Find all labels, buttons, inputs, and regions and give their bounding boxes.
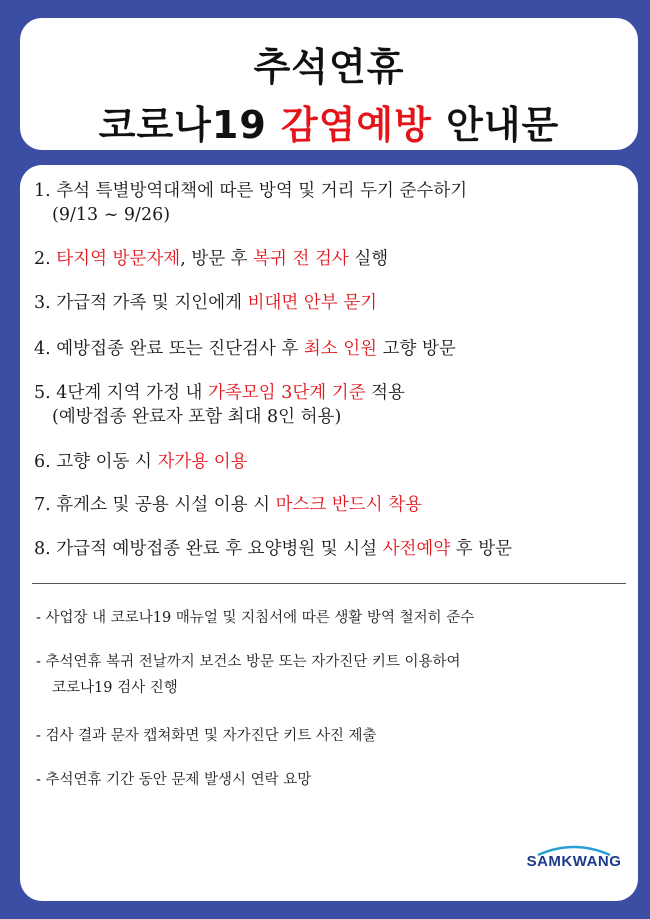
item-number: 6.: [34, 452, 51, 472]
item-subtext: (9/13 ~ 9/26): [52, 205, 171, 225]
note-item-1: [36, 605, 628, 631]
item-highlight: 가족모임 3단계 기준: [208, 383, 366, 403]
item-highlight: 최소 인원: [303, 339, 378, 359]
item-highlight-2: 복귀 전 검사: [253, 249, 349, 269]
item-number: 4.: [34, 339, 51, 359]
logo-text: SAMKWANG: [526, 853, 622, 870]
item-text-after: 후 방문: [450, 539, 513, 559]
guideline-item-7: [34, 493, 628, 517]
item-number: 5.: [34, 383, 51, 403]
item-highlight: 타지역 방문자제: [56, 249, 181, 269]
section-divider: [32, 583, 626, 584]
item-number: 2.: [34, 249, 51, 269]
title-line-2: [20, 94, 638, 149]
item-highlight: 비대면 안부 묻기: [247, 293, 378, 313]
item-text: 휴게소 및 공용 시설 이용 시: [56, 495, 276, 515]
item-highlight: 사전예약: [382, 539, 451, 559]
item-text: , 방문 후: [180, 249, 254, 269]
note-subtext: 코로나19 검사 진행: [52, 680, 178, 696]
notice-body: [20, 165, 638, 901]
item-text-after: 고향 방문: [377, 339, 456, 359]
note-text: - 추석연휴 기간 동안 문제 발생시 연락 요망: [36, 772, 312, 788]
note-item-2: [36, 649, 628, 701]
guideline-item-6: [34, 450, 628, 474]
item-highlight: 자가용 이용: [157, 452, 248, 472]
item-text: 가급적 가족 및 지인에게: [56, 293, 248, 313]
note-text: - 사업장 내 코로나19 매뉴얼 및 지침서에 따른 생활 방역 철저히 준수: [36, 610, 475, 626]
note-text: - 검사 결과 문자 캡쳐화면 및 자가진단 키트 사진 제출: [36, 728, 377, 744]
title-suffix: 안내문: [431, 103, 560, 147]
item-number: 7.: [34, 495, 51, 515]
title-line-1: 추석연휴: [253, 45, 405, 89]
item-highlight: 마스크 반드시 착용: [275, 495, 422, 515]
title-highlight: 감염예방: [281, 103, 432, 147]
note-text: - 추석연휴 복귀 전날까지 보건소 방문 또는 자가진단 키트 이용하여: [36, 654, 461, 670]
item-subtext: (예방접종 완료자 포함 최대 8인 허용): [52, 407, 342, 427]
item-number: 8.: [34, 539, 51, 559]
guideline-item-1: [34, 179, 628, 227]
samkwang-logo: [526, 843, 622, 879]
note-item-4: [36, 767, 628, 793]
guideline-item-8: [34, 537, 628, 561]
guideline-item-3: [34, 291, 628, 315]
item-text: 예방접종 완료 또는 진단검사 후: [56, 339, 304, 359]
guideline-item-5: [34, 381, 628, 429]
item-text: 고향 이동 시: [56, 452, 158, 472]
title-prefix: 코로나19: [98, 103, 282, 147]
guideline-item-2: [34, 247, 628, 271]
item-text-2: 실행: [348, 249, 389, 269]
item-number: 1.: [34, 181, 51, 201]
item-text: 4단계 지역 가정 내: [56, 383, 209, 403]
guideline-item-4: [34, 337, 628, 361]
item-number: 3.: [34, 293, 51, 313]
note-item-3: [36, 723, 628, 749]
title-card: [20, 18, 638, 150]
item-text: 추석 특별방역대책에 따른 방역 및 거리 두기 준수하기: [56, 181, 468, 201]
item-text: 가급적 예방접종 완료 후 요양병원 및 시설: [56, 539, 383, 559]
item-text-after: 적용: [365, 383, 405, 403]
